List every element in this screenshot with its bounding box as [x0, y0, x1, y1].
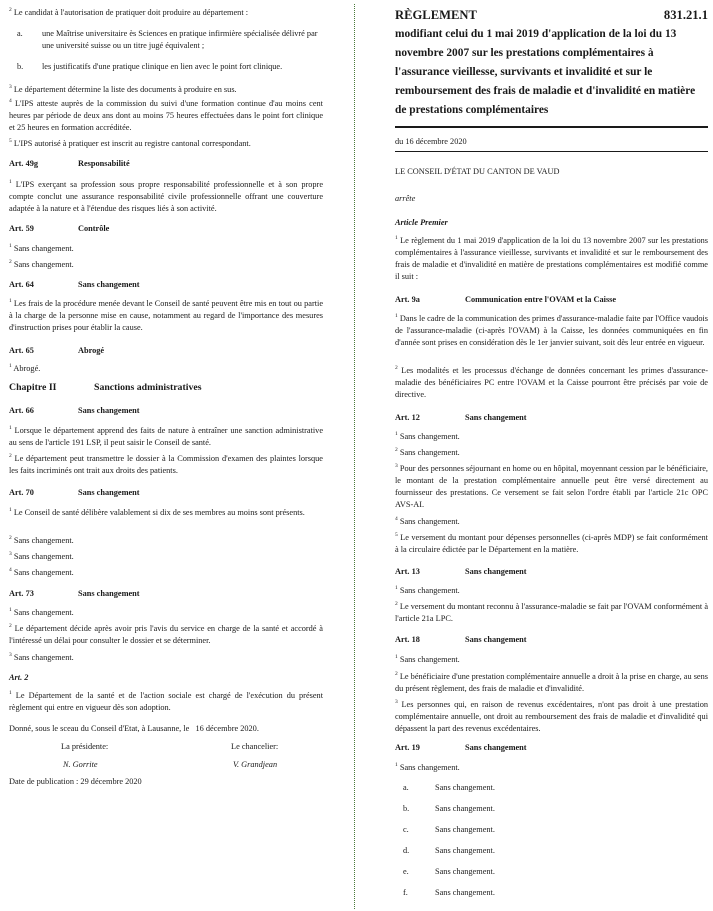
paragraph: $^1$ Sans changement.	[9, 607, 74, 617]
paragraph: $^3$ Les personnes qui, en raison de revenus excédentaires, n'ont pas droit à une prestation complémentaire annuelle, ont droit au remboursement des frais de maladie et d'invalidité qui dépassent la part des revenus excédentaires.	[395, 699, 708, 733]
document-title: modifiant celui du 1 mai 2019 d'application de la loi du 13 novembre 2007 sur les prestations complémentaires à l'assurance vieillesse, survivants et invalidité et sur le remboursement des frais de maladie et d'invalidité en matière de prestations complémentaires	[395, 28, 696, 116]
president-label: La présidente:	[61, 742, 109, 751]
paragraph: $^2$ Les modalités et les processus d'échange de données concernant les primes d'assurance-maladie des bénéficiaires PC entre l'OVAM et la Caisse pourront être précisés par voie de directive.	[395, 365, 709, 399]
article-premier-heading: Article Premier	[395, 218, 448, 227]
article-heading: Art. 12 Sans changement	[395, 413, 527, 422]
paragraph: $^1$ Sans changement.	[395, 654, 460, 664]
paragraph: $^1$ L'IPS exerçant sa profession sous propre responsabilité professionnelle et à son propre compte conclut une assurance responsabilité civile professionnelle offrant une couverture adaptée à la nature et à l'étendue des risques liés à son activité.	[9, 179, 323, 213]
article-heading: Art. 64 Sans changement	[9, 280, 140, 289]
article-heading: Art. 73 Sans changement	[9, 589, 140, 598]
paragraph: $^1$ Sans changement.	[395, 585, 460, 595]
list-item: b. Sans changement.	[403, 804, 495, 813]
council-heading: LE CONSEIL D'ÉTAT DU CANTON DE VAUD	[395, 167, 560, 176]
paragraph: $^2$ Le candidat à l'autorisation de pratiquer doit produire au département :	[9, 7, 249, 17]
paragraph: $^1$ Sans changement.	[9, 243, 74, 253]
article-heading: Art. 9a Communication entre l'OVAM et la Caisse	[395, 295, 617, 304]
arrete-label: arrête	[395, 194, 416, 203]
document-type: RÈGLEMENT	[395, 8, 477, 22]
paragraph: $^4$ L'IPS atteste auprès de la commission du suivi d'une formation continue d'au moins cent heures par période de deux ans dont au moins 75 heures effectuées dans le point fort clinique et 25 heures en formation accréditée.	[9, 98, 323, 132]
paragraph: $^3$ Le département détermine la liste des documents à produire en sus.	[9, 84, 237, 94]
publication-date: Date de publication : 29 décembre 2020	[9, 777, 142, 786]
paragraph: $^2$ Le département peut transmettre le dossier à la Commission d'examen des plaintes lorsque les faits incriminés ont trait aux droits des patients.	[9, 453, 323, 475]
article-heading: Art. 19 Sans changement	[395, 743, 527, 752]
article-heading: Art. 18 Sans changement	[395, 635, 527, 644]
paragraph: $^1$ Le Département de la santé et de l'action sociale est chargé de l'exécution du présent règlement qui entre en vigueur dès son adoption.	[9, 690, 323, 712]
paragraph: $^2$ Sans changement.	[395, 447, 460, 457]
document-header	[395, 8, 708, 22]
article-heading: Art. 13 Sans changement	[395, 567, 527, 576]
list-item: b. les justificatifs d'une pratique clinique en lien avec le point fort clinique.	[17, 62, 283, 71]
paragraph: $^2$ Sans changement.	[9, 259, 74, 269]
paragraph: $^4$ Sans changement.	[9, 567, 74, 577]
chapter-heading: Chapitre II Sanctions administratives	[9, 382, 202, 393]
chancellor-name: V. Grandjean	[233, 760, 278, 769]
paragraph: $^1$ Dans le cadre de la communication des primes d'assurance-maladie faite par l'Office vaudois de l'assurance-maladie (ci-après l'OVAM) à la Caisse, les données communiquées en fin d'année sont prises en considération dès le 1er janvier suivant, soit dès leur entrée en vigueur.	[395, 313, 709, 347]
paragraph: $^5$ L'IPS autorisé à pratiquer est inscrit au registre cantonal correspondant.	[9, 138, 251, 148]
paragraph: $^4$ Sans changement.	[395, 516, 460, 526]
paragraph: $^2$ Le versement du montant reconnu à l'assurance-maladie se fait par l'OVAM conformément à l'article 21a LPC.	[395, 601, 709, 623]
paragraph: $^1$ Sans changement.	[395, 762, 460, 772]
paragraph: $^1$ Les frais de la procédure menée devant le Conseil de santé peuvent être mis en tout ou partie à la charge de la personne mise en cause, notamment au regard de l'importance des mesures d'instruction prises pour établir la cause.	[9, 298, 324, 332]
document-date: du 16 décembre 2020	[395, 137, 467, 146]
president-name: N. Gorrite	[63, 760, 98, 769]
article-heading: Art. 66 Sans changement	[9, 406, 140, 415]
paragraph: $^3$ Pour des personnes séjournant en home ou en hôpital, moyennant cession par le bénéficiaire, le montant de la prestation complémentaire annuelle peut être versé directement au fournisseur des prestations. Ce versement se fait selon l'ordre établi par l'article 21c OPC AVS-AI.	[395, 463, 709, 509]
document-number: 831.21.1	[663, 8, 708, 22]
title-rule	[395, 126, 708, 128]
paragraph: $^1$ Le règlement du 1 mai 2019 d'application de la loi du 13 novembre 2007 sur les prestations complémentaires à l'assurance vieillesse, survivants et invalidité et sur le remboursement des frais de maladie et d'invalidité en matière de prestations complémentaires est modifié comme il suit :	[395, 235, 708, 281]
article-heading: Art. 59 Contrôle	[9, 224, 110, 233]
article-heading: Art. 49g Responsabilité	[9, 159, 130, 168]
paragraph: $^1$ Sans changement.	[395, 431, 460, 441]
list-item: c. Sans changement.	[403, 825, 495, 834]
list-item: a. une Maîtrise universitaire ès Sciences en pratique infirmière spécialisée délivré par une université suisse ou un titre jugé équivalent ;	[17, 29, 318, 50]
paragraph: $^2$ Le département décide après avoir pris l'avis du service en charge de la santé et accordé à l'intéressé un délai pour consulter le dossier et se déterminer.	[9, 623, 323, 645]
paragraph: $^1$ Le Conseil de santé délibère valablement si dix de ses membres au moins sont présents.	[9, 507, 305, 517]
article-heading: Art. 65 Abrogé	[9, 346, 105, 355]
paragraph: $^2$ Le bénéficiaire d'une prestation complémentaire annuelle a droit à la prise en charge, au sens du présent règlement, des frais de maladie et d'invalidité.	[395, 671, 708, 693]
paragraph: $^1$ Abrogé.	[9, 363, 41, 373]
column-divider	[354, 4, 355, 909]
closing-statement: Donné, sous le sceau du Conseil d'Etat, à Lausanne, le 16 décembre 2020.	[9, 724, 259, 733]
article-heading: Art. 70 Sans changement	[9, 488, 140, 497]
paragraph: $^2$ Sans changement.	[9, 535, 74, 545]
paragraph: $^3$ Sans changement.	[9, 652, 74, 662]
list-item: a. Sans changement.	[403, 783, 495, 792]
paragraph: $^3$ Sans changement.	[9, 551, 74, 561]
paragraph: $^5$ Le versement du montant pour dépenses personnelles (ci-après MDP) se fait conformément à la circulaire édictée par le Département en la matière.	[395, 532, 708, 554]
date-rule	[395, 151, 708, 152]
chancellor-label: Le chancelier:	[231, 742, 279, 751]
list-item: f. Sans changement.	[403, 888, 495, 897]
paragraph: $^1$ Lorsque le département apprend des faits de nature à entraîner une sanction administrative au sens de l'article 191 LSP, il peut saisir le Conseil de santé.	[9, 425, 324, 447]
list-item: d. Sans changement.	[403, 846, 495, 855]
article-heading: Art. 2	[9, 673, 29, 682]
list-item: e. Sans changement.	[403, 867, 495, 876]
